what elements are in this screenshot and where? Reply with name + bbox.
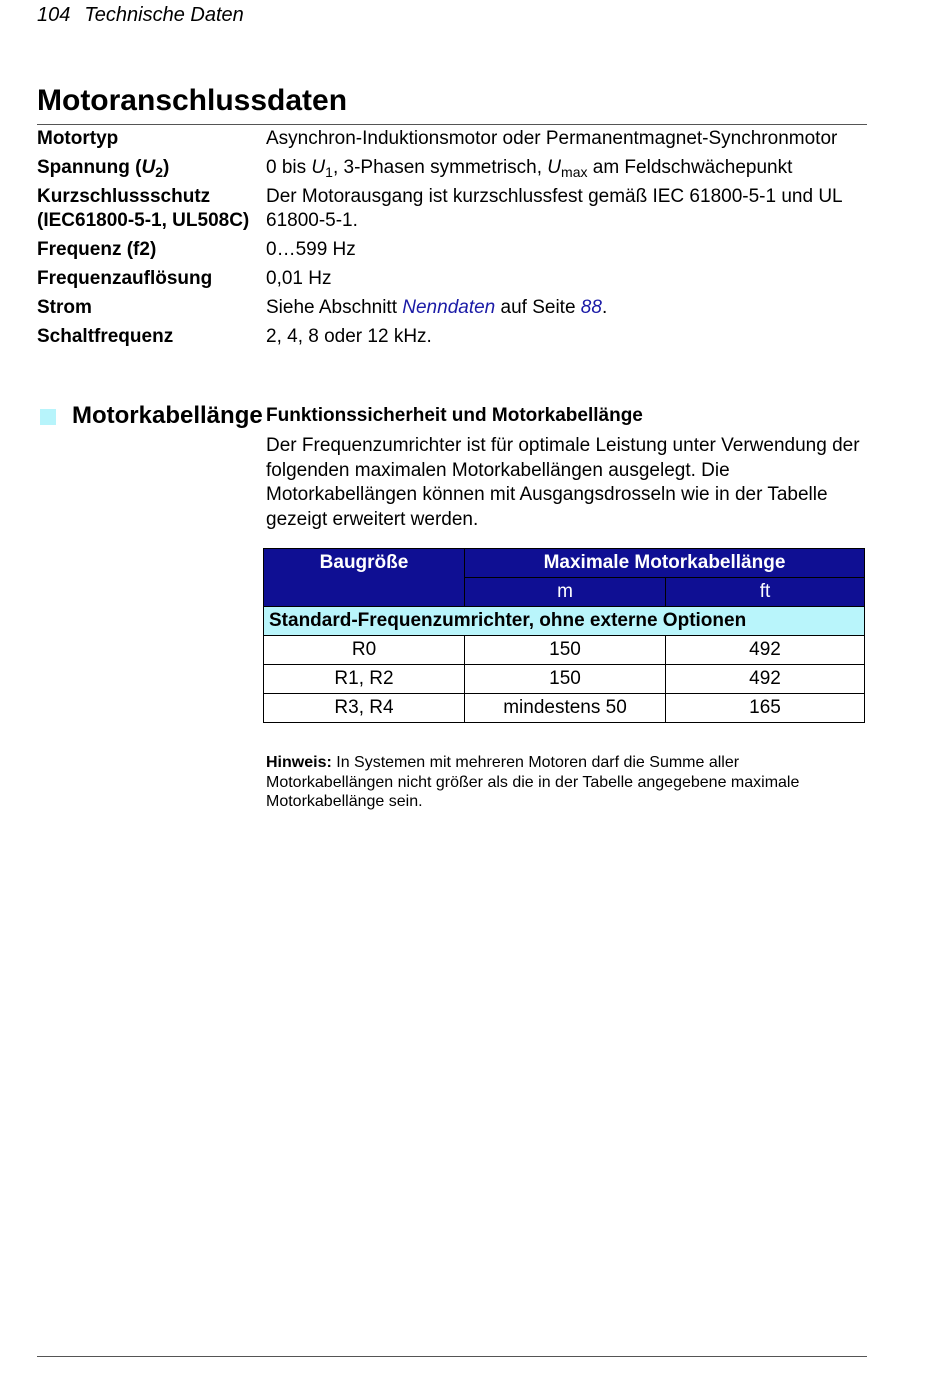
spec-label: Frequenzauflösung xyxy=(37,268,213,289)
group-label: Standard-Frequenzumrichter, ohne externe Optionen xyxy=(264,607,865,636)
cell-frame: R3, R4 xyxy=(264,694,465,723)
page-number: 104 xyxy=(37,4,71,26)
cable-length-table xyxy=(263,548,865,723)
cell-m: 150 xyxy=(465,636,666,665)
table-group-row xyxy=(264,607,865,636)
spec-value: 0,01 Hz xyxy=(266,268,332,289)
running-header xyxy=(37,4,244,27)
intro-paragraph: Der Frequenzumrichter ist für optimale Leistung unter Verwendung der folgenden maximalen Motorkabellängen ausgelegt. Die Motorkabellängen können mit Ausgangsdrosseln wie in der Tabelle gezeigt erweitert werden. xyxy=(266,435,860,530)
spec-row-schaltfrequenz xyxy=(37,323,867,352)
page-88-link[interactable]: 88 xyxy=(580,297,602,318)
unit-m: m xyxy=(465,578,666,607)
spec-label: Schaltfrequenz xyxy=(37,326,174,347)
spec-label: Motortyp xyxy=(37,128,119,149)
table-header-row xyxy=(264,549,865,578)
table-row xyxy=(264,636,865,665)
cell-frame: R1, R2 xyxy=(264,665,465,694)
cell-ft: 492 xyxy=(666,665,865,694)
spec-row-kurzschlussschutz xyxy=(37,183,867,236)
spec-row-strom xyxy=(37,294,867,323)
subheading: Funktionssicherheit und Motorkabellänge xyxy=(266,405,643,426)
unit-ft: ft xyxy=(666,578,865,607)
spec-value: Asynchron-Induktionsmotor oder Permanentmagnet-Synchronmotor xyxy=(266,128,838,149)
page-title: Motoranschlussdaten xyxy=(37,84,348,117)
column-header-frame-size: Baugröße xyxy=(264,549,465,607)
note xyxy=(266,753,866,812)
spec-row-spannung xyxy=(37,154,867,183)
cell-frame: R0 xyxy=(264,636,465,665)
table-row xyxy=(264,665,865,694)
spec-label: Kurzschlussschutz (IEC61800-5-1, UL508C) xyxy=(37,186,250,231)
spec-value: 0 bis $U_1$, 3-Phasen symmetrisch, $U_{max}$ am Feldschwächepunkt xyxy=(266,157,793,180)
spec-label: Frequenz (f2) xyxy=(37,239,157,260)
nenndaten-link[interactable]: Nenndaten xyxy=(402,297,496,318)
note-label: Hinweis: xyxy=(266,754,332,771)
spec-row-motortyp xyxy=(37,125,867,154)
section-title: Motorkabellänge xyxy=(72,402,263,429)
spec-label: Strom xyxy=(37,297,92,318)
spec-row-frequenz xyxy=(37,236,867,265)
footer-rule xyxy=(37,1356,867,1357)
spec-value: Der Motorausgang ist kurzschlussfest gemäß IEC 61800-5-1 und UL 61800-5-1. xyxy=(266,186,842,231)
motor-connection-spec-table xyxy=(37,125,867,352)
cell-m: 150 xyxy=(465,665,666,694)
spec-value: 2, 4, 8 oder 12 kHz. xyxy=(266,326,432,347)
table-row xyxy=(264,694,865,723)
cell-ft: 492 xyxy=(666,636,865,665)
spec-value: 0…599 Hz xyxy=(266,239,356,260)
column-header-max-length: Maximale Motorkabellänge xyxy=(465,549,865,578)
note-text: In Systemen mit mehreren Motoren darf die Summe aller Motorkabellängen nicht größer als die in der Tabelle angegebene maximale Motorkabellänge sein. xyxy=(266,754,800,810)
cell-ft: 165 xyxy=(666,694,865,723)
spec-label: Spannung $(U_2)$ xyxy=(37,157,170,180)
spec-value: Siehe Abschnitt Nenndaten auf Seite 88. xyxy=(266,297,608,318)
running-section-title: Technische Daten xyxy=(84,4,244,26)
spec-row-frequenzaufloesung xyxy=(37,265,867,294)
cell-m: mindestens 50 xyxy=(465,694,666,723)
section-marker-square xyxy=(40,409,56,425)
